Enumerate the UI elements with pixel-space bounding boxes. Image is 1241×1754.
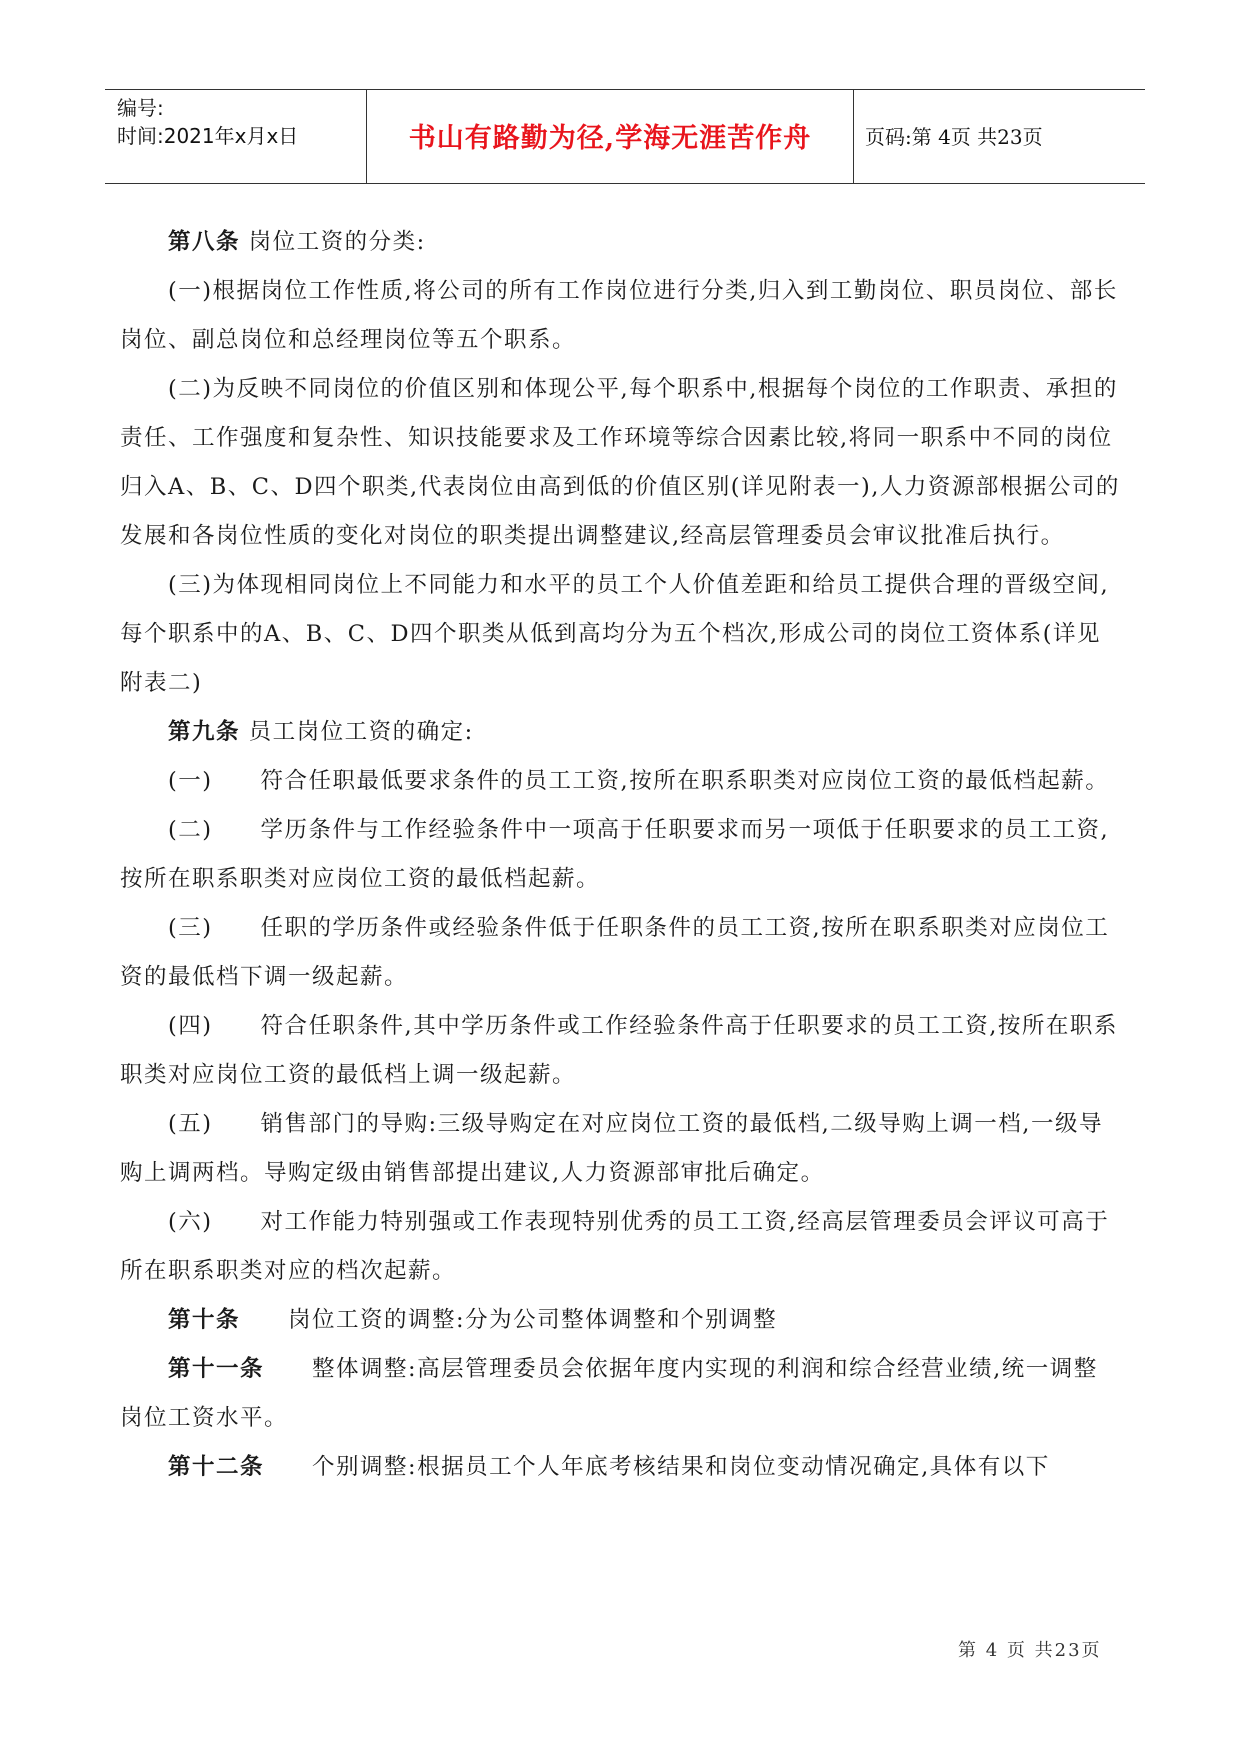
article-title: 第九条 [168,719,241,745]
article-12 [120,1443,1120,1492]
article-8-item-3: (三)为体现相同岗位上不同能力和水平的员工个人价值差距和给员工提供合理的晋级空间,每个职系中的A、B、C、D四个职类从低到高均分为五个档次,形成公司的岗位工资体系(详见附表二) [120,572,1110,696]
article-title: 第十一条 [168,1356,265,1382]
page-header [105,89,1145,184]
article-9-heading [120,708,1120,757]
article-9-item-2: (二) 学历条件与工作经验条件中一项高于任职要求而另一项低于任职要求的员工工资,按所在职系职类对应岗位工资的最低档起薪。 [120,817,1110,892]
header-motto: 书山有路勤为径,学海无涯苦作舟 [408,123,812,154]
article-title: 第十二条 [168,1454,265,1480]
page-footer: 第 4 页 共23页 [958,1640,1102,1661]
article-9-item-1: (一) 符合任职最低要求条件的员工工资,按所在职系职类对应岗位工资的最低档起薪。 [168,768,1110,794]
article-title: 第八条 [168,229,241,255]
document-body [120,218,1120,1492]
article-heading-text: 员工岗位工资的确定: [240,719,474,745]
article-9-item-4: (四) 符合任职条件,其中学历条件或工作经验条件高于任职要求的员工工资,按所在职系职类对应岗位工资的最低档上调一级起薪。 [120,1013,1118,1088]
document-number-label: 编号: [117,96,164,120]
header-divider [853,90,854,183]
article-9-item-6: (六) 对工作能力特别强或工作表现特别优秀的员工工资,经高层管理委员会评议可高于所在职系职类对应的档次起薪。 [120,1209,1110,1284]
article-9-item-5: (五) 销售部门的导购:三级导购定在对应岗位工资的最低档,二级导购上调一档,一级导购上调两档。导购定级由销售部提出建议,人力资源部审批后确定。 [120,1111,1103,1186]
article-8-item-1: (一)根据岗位工作性质,将公司的所有工作岗位进行分类,归入到工勤岗位、职员岗位、部长岗位、副总岗位和总经理岗位等五个职系。 [120,278,1118,353]
article-heading-text: 整体调整:高层管理委员会依据年度内实现的利润和综合经营业绩,统一调整岗位工资水平。 [120,1356,1098,1431]
article-9-item-3: (三) 任职的学历条件或经验条件低于任职条件的员工工资,按所在职系职类对应岗位工资的最低档下调一级起薪。 [120,915,1110,990]
article-title: 第十条 [168,1307,241,1333]
header-meta [117,94,372,150]
article-heading-text: 岗位工资的分类: [240,229,426,255]
article-heading-text: 岗位工资的调整:分为公司整体调整和个别调整 [240,1307,778,1333]
document-time-label: 时间:2021年x月x日 [117,124,299,148]
article-8-heading [120,218,1120,267]
article-11 [120,1345,1120,1443]
article-10 [120,1296,1120,1345]
article-heading-text: 个别调整:根据员工个人年底考核结果和岗位变动情况确定,具体有以下 [264,1454,1050,1480]
header-page-number: 页码:第 4页 共23页 [865,125,1043,149]
article-8-item-2: (二)为反映不同岗位的价值区别和体现公平,每个职系中,根据每个岗位的工作职责、承担的责任、工作强度和复杂性、知识技能要求及工作环境等综合因素比较,将同一职系中不同的岗位归入A、B、C、D四个职类,代表岗位由高到低的价值区别(详见附表一),人力资源部根据公司的发展和各岗位性质的变化对岗位的职类提出调整建议,经高层管理委员会审议批准后执行。 [120,376,1120,549]
